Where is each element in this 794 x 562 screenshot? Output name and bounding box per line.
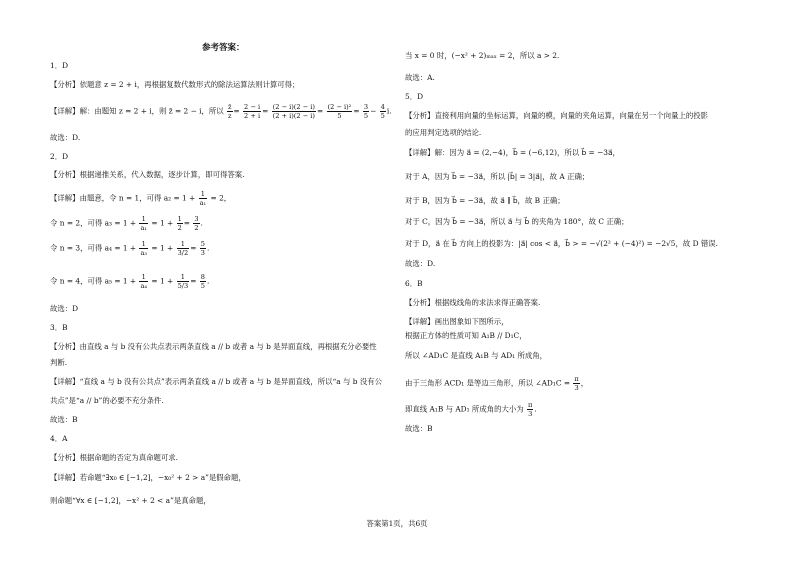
q6-detail-5 <box>405 401 537 418</box>
denominator: 3/2 <box>177 249 189 257</box>
q2-detail-4-end: . <box>206 276 210 286</box>
denominator: 5 <box>200 282 205 290</box>
q2-detail-1-end: = 2， <box>210 193 232 203</box>
q2-detail-4: 令 n = 4，可得 a₅ = 1 + $\frac{1}{\text{a₄}}$ = 1 + $\frac{1}{5/3}$ = $\frac{8}{5}$ . <box>50 273 210 290</box>
q6-choice: 故选：B <box>405 424 433 433</box>
q6-detail-5-end: . <box>534 404 537 414</box>
q5-option-a: 对于 A，因为 b⃗ = −3a⃗，所以 |b⃗| = 3|a⃗|，故 A 正确； <box>405 172 590 181</box>
q5-option-b: 对于 B，因为 b⃗ = −3a⃗，故 a⃗ ∥ b⃗，故 B 正确； <box>405 196 565 205</box>
q5-detail: 【详解】解：因为 a⃗ = (2,−4)，b⃗ = (−6,12)，所以 b⃗ = −3a⃗， <box>405 148 620 157</box>
q6-detail-4-end: ， <box>580 378 589 388</box>
q6-detail-3: 所以 ∠AD₁C 是直线 A₁B 与 AD₁ 所成角， <box>405 351 548 360</box>
q2-number: 2．D <box>50 152 69 161</box>
q6-detail-2: 根据正方体的性质可知 A₁B // D₁C， <box>405 331 527 340</box>
denominator: 3 <box>528 410 533 418</box>
fraction <box>177 215 183 232</box>
q6-detail-4 <box>405 375 588 392</box>
q4-continued: 当 x = 0 时，(−x² + 2)ₘₐₓ = 2，所以 a > 2. <box>405 51 560 60</box>
q4-analysis: 【分析】根据命题的否定为真命题可求. <box>50 453 178 462</box>
q4-choice: 故选：A. <box>405 73 435 82</box>
q5-option-c: 对于 C，因为 b⃗ = −3a⃗，所以 a⃗ 与 b⃗ 的夹角为 180°，故 C 正确； <box>405 217 629 226</box>
fraction <box>199 190 208 207</box>
q2-choice: 故选：D <box>50 304 79 313</box>
denominator: 5 <box>380 112 385 120</box>
q2-detail-2-end: . <box>200 218 203 228</box>
fraction <box>227 103 232 120</box>
fraction <box>327 103 353 120</box>
numerator: 1 <box>177 273 190 282</box>
denominator: a₄ <box>140 282 148 290</box>
fraction <box>573 375 579 392</box>
numerator: 8 <box>200 273 205 281</box>
denominator: 2 <box>194 224 199 232</box>
fraction <box>363 103 369 120</box>
numerator: 1 <box>139 240 148 249</box>
numerator: π <box>528 401 533 409</box>
q1-analysis: 【分析】依题意 z = 2 + i，再根据复数代数形式的除法运算法则计算可得； <box>50 80 300 89</box>
numerator: 1 <box>177 240 190 249</box>
q3-analysis-1: 【分析】由直线 a 与 b 没有公共点表示两条直线 a // b 或者 a 与 b 是异面直线，再根据充分必要性 <box>50 342 377 351</box>
fraction <box>193 215 199 232</box>
q6-number: 6．B <box>405 279 423 288</box>
fraction <box>272 103 316 120</box>
fraction <box>139 240 148 257</box>
q2-detail-4-text: 令 n = 4，可得 a₅ = 1 + <box>50 276 137 286</box>
numerator: z̄ <box>228 103 232 111</box>
numerator: 3 <box>363 103 369 111</box>
q5-analysis-2: 的应用判定选项的结论. <box>405 128 482 137</box>
q2-detail-2-mid: = 1 + <box>151 218 174 228</box>
q5-choice: 故选：D. <box>405 259 436 268</box>
q3-number: 3．B <box>50 323 68 332</box>
numerator: 1 <box>199 190 208 199</box>
page-title: 参考答案： <box>202 43 245 53</box>
q1-detail-text: 【详解】解：由题知 z = 2 + i，则 z̄ = 2 − i，所以 <box>50 106 224 116</box>
q2-analysis: 【分析】根据递推关系，代入数据，逐步计算，即可得答案. <box>50 170 245 179</box>
denominator: 3 <box>574 384 579 392</box>
q2-detail-3-end: . <box>206 243 210 253</box>
q2-detail-3: 令 n = 3，可得 a₄ = 1 + $\frac{1}{\text{a₃}}$ = 1 + $\frac{1}{3/2}$ = $\frac{5}{3}$ . <box>50 240 210 257</box>
q3-analysis-2: 判断. <box>50 358 68 367</box>
denominator: 5 <box>363 112 369 120</box>
denominator: (2 + i)(2 − i) <box>272 112 315 120</box>
numerator: 1 <box>139 273 148 282</box>
q4-number: 4．A <box>50 434 68 443</box>
denominator: a₃ <box>140 249 148 257</box>
q5-option-d: 对于 D，a⃗ 在 b⃗ 方向上的投影为：|a⃗| cos < a⃗，b⃗ > = −√(2² + (−4)²) = −2√5，故 D 错误. <box>405 239 718 248</box>
q3-detail-1: 【详解】“直线 a 与 b 没有公共点”表示两条直线 a // b 或者 a 与 b 是异面直线，所以“a 与 b 没有公 <box>50 377 382 386</box>
fraction <box>139 215 148 232</box>
denominator: 2 + i <box>244 112 261 120</box>
denominator: z <box>228 112 232 120</box>
q2-detail-3-mid: = 1 + <box>151 243 174 253</box>
numerator: 2 − i <box>244 103 261 111</box>
q1-choice: 故选：D. <box>50 133 81 142</box>
numerator: (2 − i)(2 − i) <box>272 103 315 111</box>
q6-analysis: 【分析】根据线线角的求法求得正确答案. <box>405 298 541 307</box>
fraction <box>177 273 190 290</box>
q3-detail-2: 共点”是“a // b”的必要不充分条件. <box>50 396 164 405</box>
q6-detail-1: 【详解】画出图象如下图所示， <box>405 317 509 326</box>
q1-detail: 【详解】解：由题知 z = 2 + i，则 z̄ = 2 − i，所以 $\frac{z̄}{z}$ = $\frac{2 - i}{2 + i}$ = $\frac{(2 - i)(2 - i)}{(2 + i)(2 - i)}$ = $\frac{\text{(2 − i)²}}{5}$ = $\frac{3}{5}$ − $\frac{4}{5}$ i. <box>50 103 392 120</box>
q2-detail-1-text: 【详解】由题意，令 n = 1，可得 a₂ = 1 + <box>50 193 196 203</box>
q6-detail-4-text: 由于三角形 ACD₁ 是等边三角形，所以 ∠AD₁C = <box>405 378 571 388</box>
q2-detail-1 <box>50 190 231 207</box>
q4-detail-2: 则命题“∀x ∈ [−1,2]，−x² + 2 < a”是真命题， <box>50 496 211 505</box>
q2-detail-2-text: 令 n = 2，可得 a₃ = 1 + <box>50 218 137 228</box>
fraction <box>200 273 206 290</box>
fraction <box>243 103 261 120</box>
numerator: π <box>574 375 579 383</box>
q5-analysis-1: 【分析】直接利用向量的坐标运算，向量的模，向量的夹角运算，向量在另一个向量上的投影 <box>405 111 709 120</box>
numerator: 4 <box>380 103 385 111</box>
denominator: 5/3 <box>177 282 189 290</box>
q1-detail-end: i. <box>386 106 392 116</box>
q2-detail-2: 令 n = 2，可得 a₃ = 1 + $\frac{1}{\text{a₁}}$ = 1 + $\frac{1}{2}$ = $\frac{3}{2}$ . <box>50 215 203 232</box>
page-footer: 答案第1页，共6页 <box>366 519 428 528</box>
fraction <box>200 240 206 257</box>
numerator: (2 − i)² <box>327 103 352 111</box>
q6-detail-5-text: 即直线 A₁B 与 AD₁ 所成角的大小为 <box>405 404 524 414</box>
q1-number: 1．D <box>50 61 69 70</box>
q4-detail-1: 【详解】若命题“∃x₀ ∈ [−1,2]，−x₀² + 2 > a”是假命题， <box>50 473 246 482</box>
denominator: 2 <box>177 224 182 232</box>
fraction <box>527 401 533 418</box>
denominator: a₁ <box>140 224 148 232</box>
denominator: a₁ <box>199 199 207 207</box>
fraction <box>380 103 386 120</box>
numerator: 5 <box>200 240 205 248</box>
fraction <box>177 240 190 257</box>
denominator: 3 <box>200 249 205 257</box>
q3-choice: 故选：B <box>50 415 78 424</box>
numerator: 1 <box>139 215 148 224</box>
q5-number: 5．D <box>405 92 424 101</box>
q2-detail-4-mid: = 1 + <box>151 276 174 286</box>
numerator: 3 <box>194 215 199 223</box>
numerator: 1 <box>177 215 182 223</box>
fraction <box>139 273 148 290</box>
q2-detail-3-text: 令 n = 3，可得 a₄ = 1 + <box>50 243 137 253</box>
denominator: 5 <box>337 112 342 120</box>
